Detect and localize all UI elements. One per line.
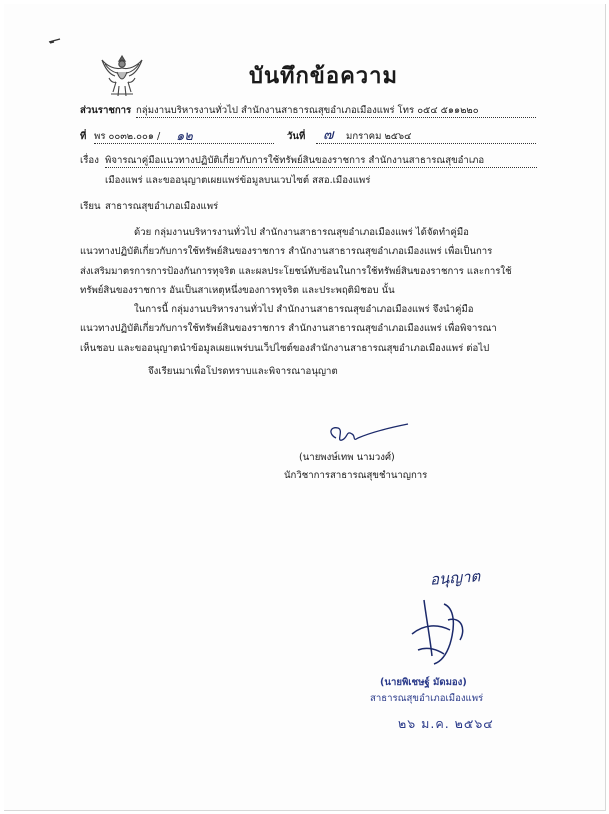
approval-handwritten: อนุญาต bbox=[429, 567, 481, 589]
paragraph-1-line: ด้วย กลุ่มงานบริหารงานทั่วไป สำนักงานสาธารณสุขอำเภอเมืองแพร่ ได้จัดทำคู่มือ bbox=[134, 227, 469, 238]
agency-label: ส่วนราชการ bbox=[80, 105, 132, 116]
subject-line-1: พิจารณาคู่มือแนวทางปฏิบัติเกี่ยวกับการใช้ทรัพย์สินของราชการ สำนักงานสาธารณสุขอำเภอ bbox=[105, 155, 485, 166]
date-handwritten: ๗ bbox=[323, 127, 334, 143]
approver-name: (นายพิเชษฐ์ มัดมอง) bbox=[380, 677, 467, 688]
approver-position: สาธารณสุขอำเภอเมืองแพร่ bbox=[370, 693, 484, 704]
date-value: มกราคม ๒๕๖๔ bbox=[346, 131, 412, 142]
paragraph-2-line: แนวทางปฏิบัติเกี่ยวกับการใช้ทรัพย์สินของราชการ สำนักงานสาธารณสุขอำเภอเมืองแพร่ เพื่อพิจารณา bbox=[80, 323, 497, 335]
approver-signature bbox=[404, 594, 484, 669]
paragraph-2-line: เห็นชอบ และขออนุญาตนำข้อมูลเผยแพร่บนเว็ปไซต์ของสำนักงานสาธารณสุขอำเภอเมืองแพร่ ต่อไป bbox=[80, 342, 490, 354]
signer-position: นักวิชาการสาธารณสุขชำนาญการ bbox=[284, 470, 428, 481]
date-label: วันที่ bbox=[287, 131, 306, 142]
to-value: สาธารณสุขอำเภอเมืองแพร่ bbox=[105, 201, 219, 212]
paragraph-1-line: ส่งเสริมมาตรการการป้องกันการทุจริต และผลประโยชน์ทับซ้อนในการใช้ทรัพย์สินของราชการ และการใช้ bbox=[80, 265, 512, 277]
to-label: เรียน bbox=[80, 201, 101, 212]
paragraph-1 bbox=[80, 223, 542, 301]
closing-text: จึงเรียนมาเพื่อโปรดทราบและพิจารณาอนุญาต bbox=[148, 366, 338, 377]
corner-mark bbox=[48, 38, 62, 44]
signer-name: (นายพงษ์เทพ นามวงศ์) bbox=[299, 452, 395, 463]
paragraph-2 bbox=[80, 300, 542, 358]
signer-signature bbox=[322, 422, 412, 448]
ref-label: ที่ bbox=[80, 131, 87, 142]
ref-value: พร ๐๐๓๒.๐๐๑ / bbox=[94, 131, 161, 142]
memo-title: บันทึกข้อความ bbox=[248, 64, 398, 89]
subject-line-2: เมืองแพร่ และขออนุญาตเผยแพร่ข้อมูลบนเวบไซต์ สสอ.เมืองแพร่ bbox=[105, 175, 371, 186]
agency-underline bbox=[136, 117, 536, 118]
paragraph-1-line: ทรัพย์สินของราชการ อันเป็นสาเหตุหนึ่งของการทุจริต และประพฤติมิชอบ นั้น bbox=[80, 285, 395, 297]
approval-date: ๒๖ ม.ค. ๒๕๖๔ bbox=[398, 716, 494, 731]
paragraph-1-line: แนวทางปฏิบัติเกี่ยวกับการใช้ทรัพย์สินของราชการ สำนักงานสาธารณสุขอำเภอเมืองแพร่ เพื่อเป็นการ bbox=[80, 246, 493, 258]
memo-page bbox=[4, 4, 606, 811]
paragraph-2-line: ในการนี้ กลุ่มงานบริหารงานทั่วไป สำนักงานสาธารณสุขอำเภอเมืองแพร่ จึงนำคู่มือ bbox=[134, 304, 474, 315]
ref-handwritten: ๑๒ bbox=[176, 129, 193, 144]
date-underline bbox=[316, 143, 536, 144]
ref-underline bbox=[94, 143, 274, 144]
subject-label: เรื่อง bbox=[80, 155, 99, 166]
agency-value: กลุ่มงานบริหารงานทั่วไป สำนักงานสาธารณสุขอำเภอเมืองแพร่ โทร ๐๕๔ ๕๑๑๒๒๐ bbox=[136, 105, 479, 116]
subject-underline bbox=[105, 167, 537, 168]
